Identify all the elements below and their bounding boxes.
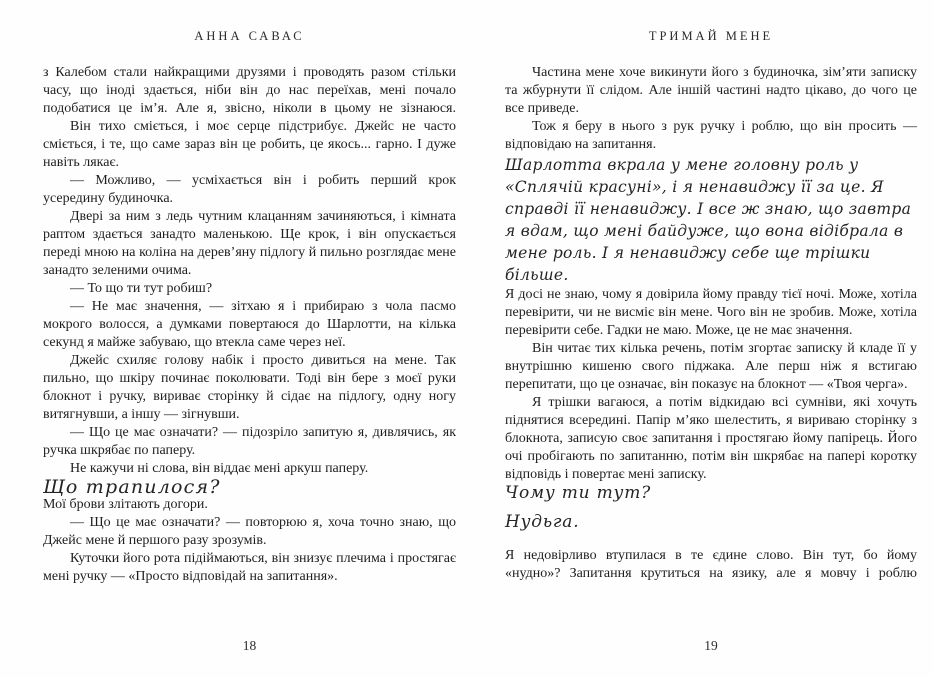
handwritten-note-answer: Шарлотта вкрала у мене головну роль у «Сплячій красуні», і я ненавиджу її за це. Я справді її ненавиджу. І все ж знаю, що завтра я вдам, що мені байдуже, що вона відібрала в мене роль. І я ненавиджу себе ще трішки більше.: [505, 156, 912, 284]
paragraph-dialogue: — Що це має означати? — підозріло запитую я, дивлячись, як ручка шкрябає по паперу.: [43, 425, 456, 458]
paragraph: Він тихо сміється, і моє серце підстрибує. Джейс не часто сміється, і те, що саме зараз він це робить, це якось... гарно. І дуже навіть лякає.: [43, 119, 456, 170]
paragraph: Тож я беру в нього з рук ручку і роблю, що він просить — відповідаю на запитання.: [505, 119, 917, 152]
paragraph: Куточки його рота підіймаються, він знизує плечима і простягає мені ручку — «Просто відповідай на запитання».: [43, 551, 456, 584]
paragraph-dialogue: — Не має значення, — зітхаю я і прибираю з чола пасмо мокрого волосся, а думками повертаюся до Шарлотти, на кілька секунд я майже забуваю, що втекла саме через неї.: [43, 299, 456, 350]
paragraph: Я трішки вагаюся, а потім відкидаю всі сумніви, які хочуть піднятися всередині. Папір м’яко шелестить, я вириваю сторінку з блокнота, записую своє запитання і простягаю йому папірець. Його очі пробігають по запитанню, потім він шкрябає на папері коротку відповідь і повертає мені записку.: [505, 395, 917, 482]
paragraph: Не кажучи ні слова, він віддає мені аркуш паперу.: [70, 461, 369, 476]
handwritten-note-question: Що трапилося?: [43, 476, 221, 498]
paragraph-dialogue: — Можливо, — усміхається він і робить перший крок усередину будиночка.: [43, 173, 456, 206]
left-page-body: [43, 64, 456, 586]
page-number-left: 18: [242, 638, 257, 653]
page-number-right: 19: [704, 638, 718, 653]
left-page: [43, 0, 456, 678]
paragraph: Він читає тих кілька речень, потім згортає записку й кладе її у внутрішню кишеню свого піджака. Але перш ніж я встигаю перепитати, що це означає, він показує на блокнот — «Твоя черга».: [505, 341, 917, 392]
right-page-body: [505, 64, 917, 583]
paragraph: Двері за ним з ледь чутним клацанням зачиняються, і кімната раптом здається занадто маленькою. Ще крок, і він опускається переді мною на коліна на дерев’яну підлогу й пильно розглядає мене занадто зеленими очима.: [43, 209, 456, 278]
right-page: [505, 0, 917, 678]
paragraph-dialogue: — То що ти тут робиш?: [70, 281, 213, 296]
paragraph: Джейс схиляє голову набік і просто дивиться на мене. Так пильно, що шкіру починає поколювати. Тоді він бере з моєї руки блокнот і ручку, вириває сторінку й сідає на підлогу, одну ногу витягнувши, а іншу — зігнувши.: [43, 353, 456, 422]
paragraph: Я недовірливо втупилася в те єдине слово. Він тут, бо йому «нудно»? Запитання крутиться на язику, але я мовчу і роблю: [505, 548, 917, 581]
paragraph: Частина мене хоче викинути його з будиночка, зім’яти записку та жбурнути її слідом. Але іншій частині надто цікаво, до чого це все приведе.: [505, 65, 917, 116]
handwritten-note-reply: Нудьга.: [505, 512, 580, 532]
running-header-author: АННА САВАС: [194, 29, 305, 43]
paragraph: Мої брови злітають догори.: [43, 497, 208, 512]
paragraph: з Калебом стали найкращими друзями і проводять разом стільки часу, що іноді здається, ніби він до нас переїхав, мені почало подобатися це ім’я. Але я, звісно, ніколи в цьому не зізнаюся.: [43, 65, 456, 116]
paragraph: Я досі не знаю, чому я довірила йому правду тієї ночі. Може, хотіла перевірити, чи не висміє він мене. Чого він не зробив. Може, хотіла перевірити себе. Гадки не маю. Може, це не має значення.: [505, 287, 917, 338]
paragraph-dialogue: — Що це має означати? — повторюю я, хоча точно знаю, що Джейс мене й першого разу зрозумів.: [43, 515, 456, 548]
handwritten-note-question: Чому ти тут?: [505, 483, 652, 503]
running-header-title: ТРИМАЙ МЕНЕ: [648, 29, 774, 43]
